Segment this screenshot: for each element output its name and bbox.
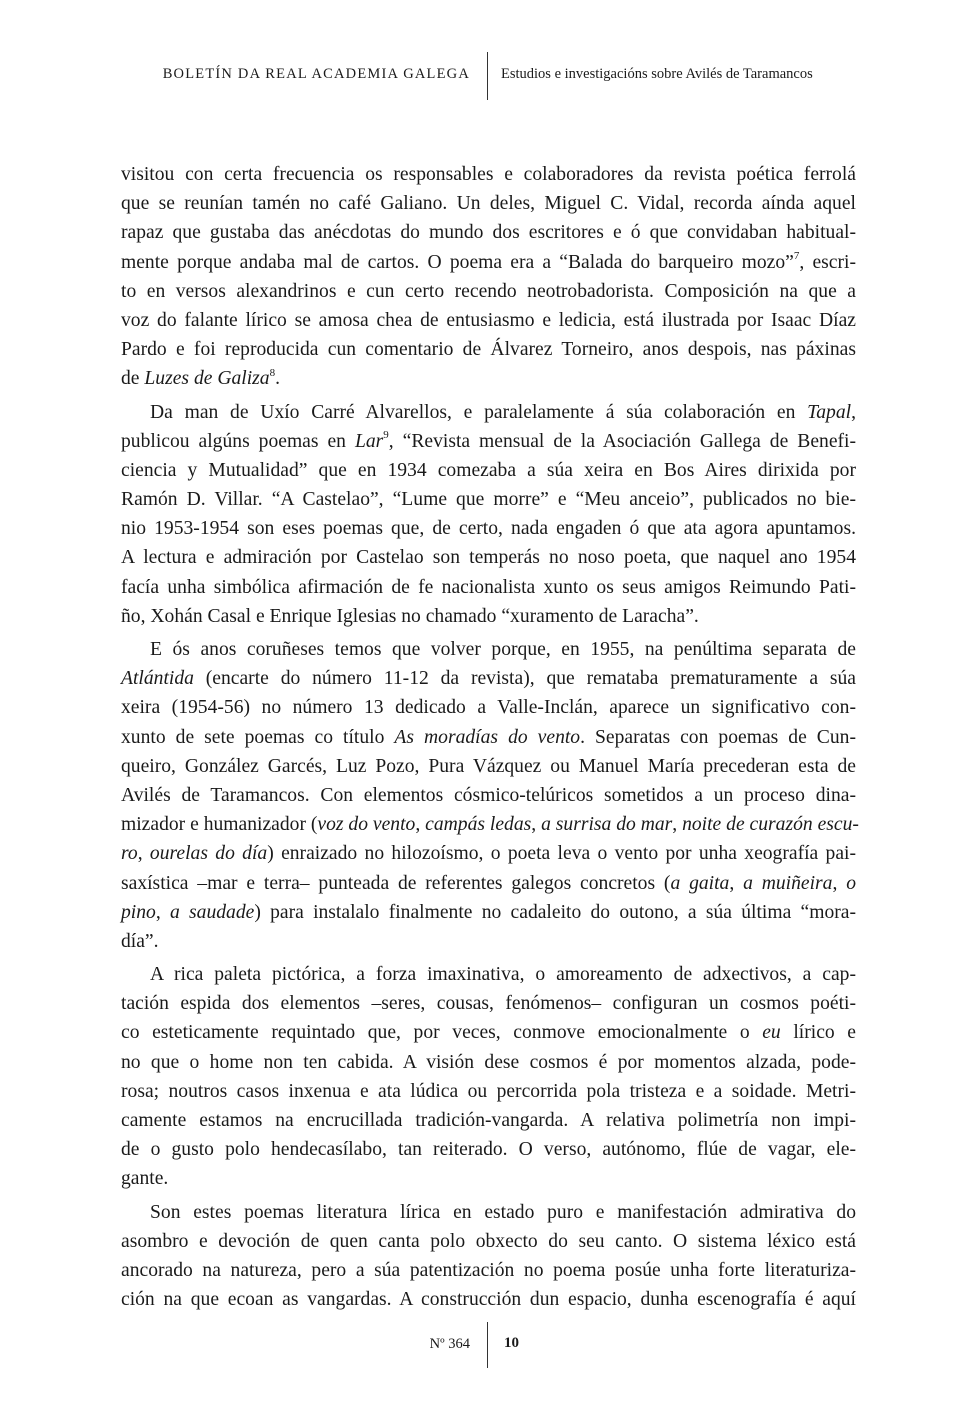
text-line: que se reunían tamén no café Galiano. Un deles, Miguel C. Vidal, recorda aínda aquel [121,193,856,215]
footnote-ref-8: 8 [269,366,276,379]
text-line: gante. [121,1168,169,1190]
text-line: asombro e devoción de quen canta polo obxecto do seu canto. O sistema léxico está [121,1230,856,1252]
issue-number: Nº 364 [429,1336,470,1352]
text-line: pino, a saudade) para instalalo finalmente no cadaleito do outono, a súa última “mora- [121,901,856,923]
text-line: mente porque andaba mal de cartos. O poema era a “Balada do barqueiro mozo”$^7$, escri- [121,250,856,273]
body-text [121,160,859,1314]
journal-title: BOLETÍN DA REAL ACADEMIA GALEGA [162,66,470,82]
text-line: no que o home non ten cabida. A visión dese cosmos é por momentos alzada, pode- [121,1051,856,1073]
text-line: Pardo e foi reproducida cun comentario de Álvarez Torneiro, anos despois, nas páxinas [121,339,856,361]
text-line: día”. [121,930,159,952]
text-line: ro, ourelas do día) enraizado no hilozoísmo, o poeta leva o vento por unha xeografía pai- [121,843,857,865]
text-line: mizador e humanizador (voz do vento, campás ledas, a surrisa do mar, noite de curazón escu- [121,814,859,836]
text-line: ción na que ecoan as vangardas. A construcción dun espacio, dunha escenografía é aquí [121,1289,856,1311]
text-line: Son estes poemas literatura lírica en estado puro e manifestación admirativa do [150,1201,856,1223]
footer-divider [487,1322,488,1368]
text-line: nio 1953-1954 son eses poemas que, de certo, nada engaden ó que ata agora apuntamos. [121,518,856,540]
text-line: de o gusto polo hendecasílabo, tan reiterado. O verso, autónomo, flúe de vagar, ele- [121,1139,856,1161]
text-line: Avilés de Taramancos. Con elementos cósmico-telúricos sometidos a un proceso dina- [121,784,856,806]
text-line: A lectura e admiración por Castelao son temperás no noso poeta, que naquel ano 1954 [121,547,856,569]
footnote-ref-9: 9 [383,429,389,442]
page-footer [0,1322,975,1368]
text-line: tación espida dos elementos –seres, cousas, fenómenos– configuran un cosmos poéti- [121,993,856,1015]
text-line: saxística –mar e terra– punteada de referentes galegos concretos (a gaita, a muiñeira, o [121,872,856,894]
header-divider [487,52,488,100]
text-line: xeira (1954-56) no número 13 dedicado a Valle-Inclán, aparece un significativo con- [121,697,856,719]
text-line: facía unha simbólica afirmación de fe nacionalista xunto os seus amigos Reimundo Pati- [121,576,856,598]
text-line: co esteticamente requintado que, por veces, conmove emocionalmente o eu lírico e [121,1022,857,1044]
text-line: ciencia y Mutualidad” que en 1934 comezaba a súa xeira en Bos Aires dirixida por [121,459,856,481]
text-line: camente estamos na encrucillada tradición-vangarda. A relativa polimetría non impi- [121,1110,856,1131]
text-line: Ramón D. Villar. “A Castelao”, “Lume que morre” e “Meu anceio”, publicados no bie- [121,489,856,511]
footnote-ref-7: 7 [793,250,800,263]
text-line: ño, Xohán Casal e Enrique Iglesias no chamado “xuramento de Laracha”. [121,605,699,627]
text-line: E ós anos coruñeses temos que volver porque, en 1955, na penúltima separata de [150,639,856,660]
text-line: rapaz que gustaba das anécdotas do mundo dos escritores e ó que convidaban habitual- [121,222,856,244]
text-line: ancorado na natureza, pero a súa patentización no poema posúe unha forte literaturiza- [121,1259,856,1281]
text-line: publicou algúns poemas en Lar$^9$, “Revista mensual de la Asociación Gallega de Benefi- [121,429,857,452]
text-line: de Luzes de Galiza$^8$. [121,366,281,390]
running-header [0,52,975,100]
text-line: xunto de sete poemas co título As moradías do vento. Separatas con poemas de Cun- [121,726,856,748]
text-line: Atlántida (encarte do número 11-12 da revista), que remataba prematuramente a súa [121,668,856,690]
text-line: rosa; noutros casos inxenua e ata lúdica ou percorrida pola tristeza e a soidade. Metri- [121,1080,856,1102]
text-line: voz do falante lírico se amosa chea de entusiasmo e ledicia, está ilustrada por Isaac Díaz [121,309,856,331]
text-line: visitou con certa frecuencia os responsables e colaboradores da revista poética ferrolá [121,164,856,185]
text-line: queiro, González Garcés, Luz Pozo, Pura Vázquez ou Manuel María precederan esta de [121,755,856,777]
page-number: 10 [504,1335,519,1351]
section-title: Estudios e investigacións sobre Avilés de Taramancos [501,66,813,82]
text-line: A rica paleta pictórica, a forza imaxinativa, o amoreamento de adxectivos, a cap- [150,964,856,986]
text-line: to en versos alexandrinos e cun certo recendo neotrobadorista. Composición na que a [121,280,856,302]
text-line: Da man de Uxío Carré Alvarellos, e paralelamente á súa colaboración en Tapal, [150,401,856,423]
